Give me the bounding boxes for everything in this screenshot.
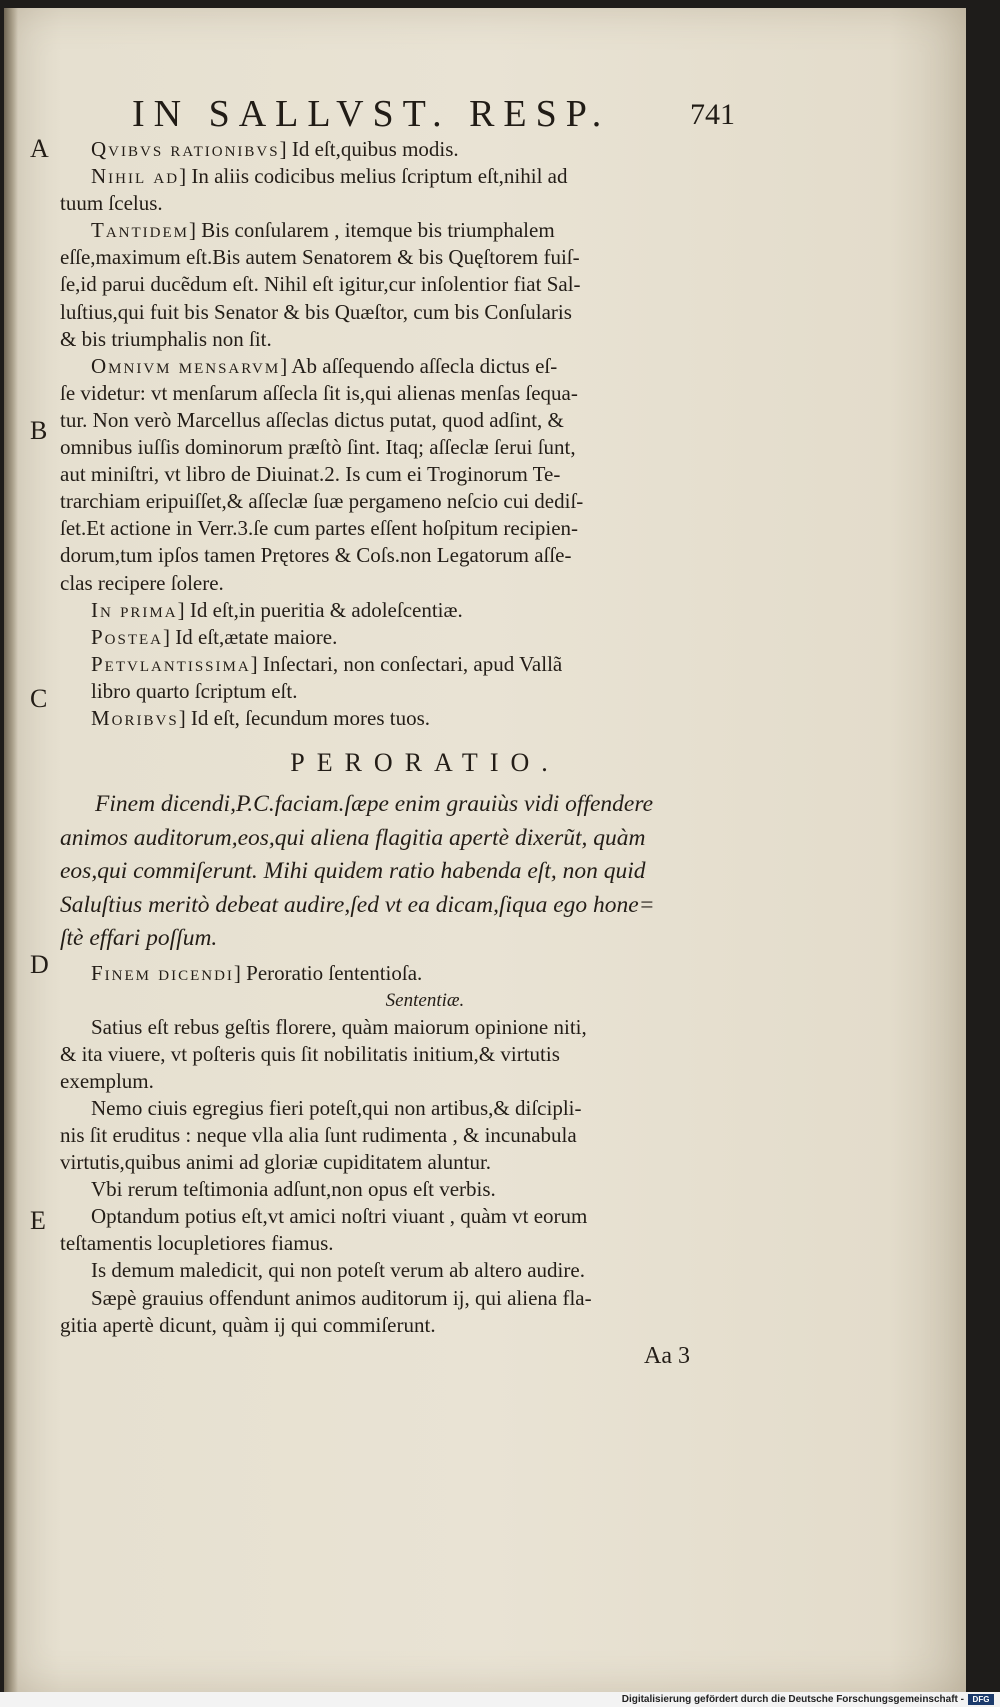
sententia-line: Vbi rerum teſtimonia adſunt,non opus eſt verbis. [91, 1177, 496, 1202]
page-text-block [60, 136, 760, 1373]
text-line [60, 271, 760, 298]
text-line [60, 624, 760, 651]
text-line [60, 136, 760, 163]
text-line [60, 597, 760, 624]
oration-line: Saluſtius meritò debeat audire,ſed vt ea dicam,ſiqua ego hone= [60, 891, 655, 918]
margin-letter-c: C [30, 684, 48, 713]
line-text: trarchiam eripuiſſet,& aſſeclæ ſuæ pergameno neſcio cui dediſ- [60, 489, 584, 514]
line-text: libro quarto ſcriptum eſt. [91, 678, 298, 703]
sententia-line: gitia apertè dicunt, quàm ij qui commiſerunt. [60, 1312, 436, 1337]
dfg-logo-icon: DFG [968, 1694, 994, 1705]
page-number: 741 [690, 98, 735, 131]
book-page [4, 8, 966, 1692]
text-line [60, 488, 760, 515]
text-line [60, 542, 760, 569]
line-text: ] Peroratio ſententioſa. [233, 960, 423, 985]
sententia-line: Sæpè grauius offendunt animos auditorum ij, qui aliena fla- [91, 1285, 592, 1310]
text-line [60, 217, 760, 244]
line-text: aut miniſtri, vt libro de Diuinat.2. Is cum ei Troginorum Te- [60, 462, 561, 487]
text-line [60, 958, 760, 988]
text-line [60, 163, 760, 190]
oration-line: Finem dicendi,P.C.faciam.ſæpe enim grauiùs vidi offendere [95, 791, 654, 818]
line-text: tur. Non verò Marcellus aſſeclas dictus putat, quod adſint, & [60, 407, 564, 432]
lemma: Finem dicendi [91, 960, 234, 985]
text-line [60, 434, 760, 461]
text-line [60, 244, 760, 271]
sententia-line: & ita viuere, vt poſteris quis ſit nobilitatis initium,& virtutis [60, 1041, 560, 1066]
line-text: ] Ab aſſequendo aſſecla dictus eſ- [280, 353, 558, 378]
lemma: Omnivm mensarvm [91, 353, 281, 378]
peroratio-heading: PERORATIO. [290, 748, 560, 778]
sententia-line: nis ſit eruditus : neque vlla alia ſunt rudimenta , & incunabula [60, 1122, 577, 1147]
line-text: omnibus iuſſis dominorum præſtò ſint. Itaq; aſſeclæ ſerui ſunt, [60, 435, 576, 460]
line-text: & bis triumphalis non ſit. [60, 326, 272, 351]
text-line [60, 570, 760, 597]
text-line [60, 190, 760, 217]
page-binding-edge [4, 8, 18, 1692]
lemma: Petvlantissima [91, 651, 251, 676]
lemma: Tantidem [91, 218, 189, 243]
sententia-line: Satius eſt rebus geſtis florere, quàm maiorum opinione niti, [91, 1014, 587, 1039]
line-text: tuum ſcelus. [60, 191, 163, 216]
sententia-line: exemplum. [60, 1068, 154, 1093]
margin-letter-e: E [30, 1206, 46, 1235]
text-line [60, 515, 760, 542]
oration-line: eos,qui commiſerunt. Mihi quidem ratio habenda eſt, non quid [60, 858, 646, 885]
text-line [60, 326, 760, 353]
text-line [60, 380, 760, 407]
sententiae-heading: Sententiæ. [385, 989, 465, 1011]
line-text: ] Id eſt,quibus modis. [279, 137, 459, 161]
line-text: ſe videtur: vt menſarum aſſecla ſit is,qui alienas menſas ſequa- [60, 380, 578, 405]
oration-line: ſtè effari poſſum. [60, 925, 218, 952]
line-text: ] In aliis codicibus melius ſcriptum eſt,nihil ad [179, 164, 568, 189]
line-text: ſet.Et actione in Verr.3.ſe cum partes eſſent hoſpitum recipien- [60, 516, 579, 541]
text-line [60, 407, 760, 434]
sententia-line: Is demum maledicit, qui non poteſt verum ab altero audire. [91, 1258, 585, 1283]
margin-letter-a: A [30, 134, 49, 163]
text-line [60, 299, 760, 326]
lemma: Nihil ad [91, 164, 180, 189]
line-text: ] Id eſt,ætate maiore. [163, 624, 338, 649]
sententia-line: Optandum potius eſt,vt amici noſtri viuant , quàm vt eorum [91, 1204, 588, 1229]
text-line [60, 705, 760, 732]
sententia-line: virtutis,quibus animi ad gloriæ cupiditatem aluntur. [60, 1150, 492, 1175]
margin-letter-d: D [30, 950, 49, 979]
line-text: dorum,tum ipſos tamen Prętores & Coſs.non Legatorum aſſe- [60, 543, 572, 568]
digitization-footer [0, 1692, 1000, 1707]
line-text: ] Id eſt,in pueritia & adoleſcentiæ. [177, 597, 463, 622]
text-line [60, 651, 760, 678]
lemma: Moribvs [91, 705, 179, 730]
sententia-line: teſtamentis locupletiores fiamus. [60, 1231, 334, 1256]
line-text: luſtius,qui fuit bis Senator & bis Quæſtor, cum bis Conſularis [60, 299, 572, 324]
signature-mark: Aa 3 [644, 1342, 690, 1369]
line-text: ] Bis conſularem , itemque bis triumphalem [188, 218, 555, 243]
line-text: ſe,id parui ducẽdum eſt. Nihil eſt igitur,cur inſolentior fiat Sal- [60, 272, 581, 297]
line-text: ] Id eſt, ſecundum mores tuos. [178, 705, 431, 730]
oration-line: animos auditorum,eos,qui aliena flagitia apertè dixerũt, quàm [60, 824, 646, 851]
footer-credit: Digitalisierung gefördert durch die Deutsche Forschungsgemeinschaft - [621, 1694, 964, 1705]
margin-letter-b: B [30, 416, 48, 445]
lemma: Qvibvs rationibvs [91, 137, 280, 161]
lemma: In prima [91, 597, 178, 622]
running-head: IN SALLVST. RESP. [132, 93, 611, 135]
line-text: ] Inſectari, non conſectari, apud Vallã [250, 651, 563, 676]
text-line [60, 353, 760, 380]
text-line [60, 678, 760, 705]
lemma: Postea [91, 624, 164, 649]
line-text: eſſe,maximum eſt.Bis autem Senatorem & bis Quęſtorem fuiſ- [60, 245, 580, 270]
line-text: clas recipere ſolere. [60, 570, 224, 595]
sententia-line: Nemo ciuis egregius fieri poteſt,qui non artibus,& diſcipli- [91, 1095, 582, 1120]
text-line [60, 461, 760, 488]
